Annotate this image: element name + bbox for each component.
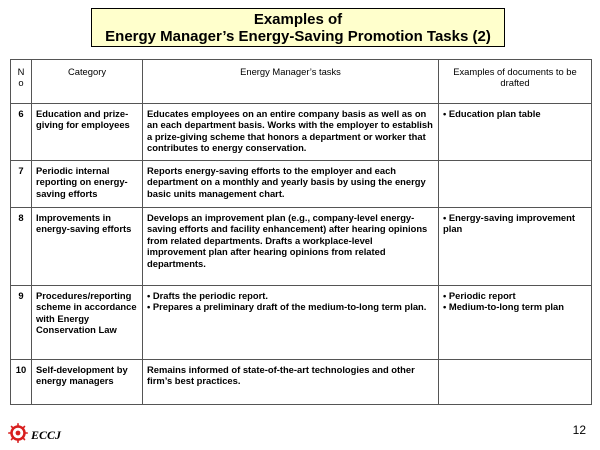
- row-documents: [439, 104, 592, 161]
- title-line-2: Energy Manager’s Energy-Saving Promotion Tasks (2): [105, 27, 491, 45]
- row-tasks: [143, 208, 439, 286]
- tasks-table: [10, 59, 592, 405]
- header-no-top: N: [17, 66, 25, 77]
- row-no: 6: [11, 104, 32, 161]
- header-category: Category: [32, 60, 143, 104]
- row-no: 7: [11, 161, 32, 208]
- title-line-1: Examples of: [253, 10, 343, 28]
- row-tasks: [143, 286, 439, 360]
- header-no-bottom: o: [18, 77, 24, 89]
- table-row: [11, 161, 592, 208]
- row-tasks: [143, 360, 439, 405]
- slide-title: [91, 8, 505, 47]
- header-no: [11, 60, 32, 104]
- task-line: Reports energy-saving efforts to the employer and each department on a monthly and yearly basis by using the energy basic units management chart.: [147, 165, 426, 199]
- task-line: • Prepares a preliminary draft of the medium-to-long term plan.: [147, 301, 427, 313]
- task-line: Remains informed of state-of-the-art technologies and other firm’s best practices.: [147, 364, 415, 387]
- table-body: [11, 104, 592, 405]
- row-tasks: [143, 104, 439, 161]
- table-row: [11, 104, 592, 161]
- row-documents: [439, 286, 592, 360]
- row-category: Periodic internal reporting on energy-saving efforts: [32, 161, 143, 208]
- header-documents: Examples of documents to be drafted: [439, 60, 592, 104]
- row-no: 10: [11, 360, 32, 405]
- document-line: • Energy-saving improvement plan: [443, 212, 575, 235]
- document-line: • Education plan table: [443, 108, 541, 119]
- task-line: Educates employees on an entire company basis as well as on an each department basis. Works with the employer to establish a prize-giving scheme that honors a department or worker that contributes to energy conservation.: [147, 108, 433, 154]
- eccj-logo: [8, 425, 61, 445]
- table-row: [11, 208, 592, 286]
- row-category: Improvements in energy-saving efforts: [32, 208, 143, 286]
- task-line: • Drafts the periodic report.: [147, 290, 269, 301]
- row-no: 9: [11, 286, 32, 360]
- row-documents: [439, 360, 592, 405]
- row-category: Self-development by energy managers: [32, 360, 143, 405]
- row-documents: [439, 208, 592, 286]
- row-documents: [439, 161, 592, 208]
- table-header-row: [11, 60, 592, 104]
- document-line: • Periodic report: [443, 290, 516, 301]
- page-number: 12: [572, 423, 586, 437]
- row-tasks: [143, 161, 439, 208]
- eccj-logo-icon: [8, 423, 28, 448]
- task-line: Develops an improvement plan (e.g., company-level energy-saving efforts and facility enhancement) after hearing opinions from related departments. Drafts a workplace-level improvement plan after hearing opinions from related departments.: [147, 212, 428, 269]
- header-tasks: Energy Manager’s tasks: [143, 60, 439, 104]
- document-line: • Medium-to-long term plan: [443, 301, 564, 313]
- row-category: Education and prize-giving for employees: [32, 104, 143, 161]
- row-category: Procedures/reporting scheme in accordance with Energy Conservation Law: [32, 286, 143, 360]
- table-row: [11, 360, 592, 405]
- row-no: 8: [11, 208, 32, 286]
- logo-text: ECCJ: [31, 427, 62, 442]
- table-row: [11, 286, 592, 360]
